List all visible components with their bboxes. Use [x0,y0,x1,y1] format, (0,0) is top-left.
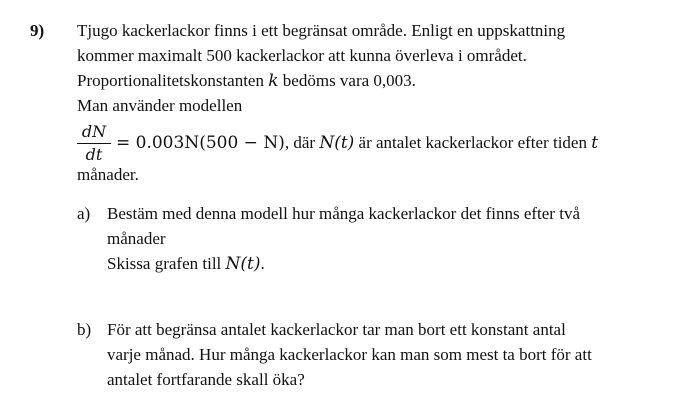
equation-function: N(t) [319,133,355,153]
part-a-end: . [260,254,265,273]
equation-continuation: månader. [77,165,139,184]
part-b-line-1: För att begränsa antalet kackerlackor tar man bort ett konstant antal [107,320,566,339]
intro-line-4: Man använder modellen [77,96,243,115]
intro-line-1: Tjugo kackerlackor finns i ett begränsat område. Enligt en uppskattning [77,21,566,40]
equation-rhs: = 0.003N(500 − N) [116,133,285,153]
part-a-line-1: Bestäm med denna modell hur många kackerlackor det finns efter två [107,204,580,223]
derivative-fraction [77,122,111,165]
part-a-line-3 [107,253,265,275]
equation-description: är antalet kackerlackor efter tiden [358,133,587,152]
k-symbol: k [268,71,279,91]
fraction-denominator: dt [85,145,103,164]
intro-line-3 [77,70,416,92]
part-a-function: N(t) [225,254,261,274]
part-a-line-2: månader [107,229,166,248]
fraction-numerator: dN [81,122,107,141]
equation-after: , där [284,133,316,152]
part-a-sketch-text: Skissa grafen till [107,254,222,273]
question-number: 9) [30,21,45,40]
part-b-label: b) [77,320,92,339]
part-b-line-3: antalet fortfarande skall öka? [107,370,305,389]
equation-line [116,132,598,154]
part-a-label: a) [77,204,91,223]
part-b-line-2: varje månad. Hur många kackerlackor kan man som mest ta bort för att [107,345,592,364]
fraction-bar [77,143,111,144]
constant-value-text: bedöms vara 0,003. [282,71,416,90]
intro-line-2: kommer maximalt 500 kackerlackor att kunna överleva i området. [77,46,527,65]
constant-label: Proportionalitetskonstanten [77,71,264,90]
t-symbol: t [591,133,599,153]
